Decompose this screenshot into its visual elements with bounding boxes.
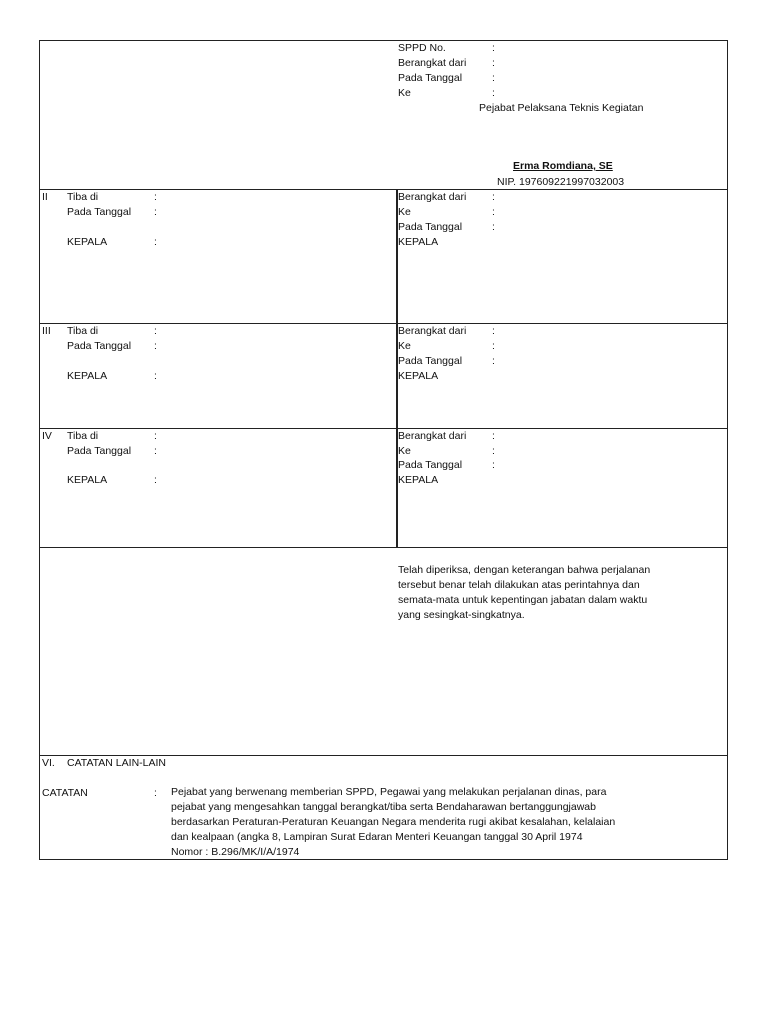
berangkat-dari-label: Berangkat dari <box>398 191 467 203</box>
pejabat-title: Pejabat Pelaksana Teknis Kegiatan <box>479 102 644 114</box>
signer-nip: NIP. 197609221997032003 <box>497 176 625 188</box>
colon: : <box>492 325 495 337</box>
catatan-line: pejabat yang mengesahkan tanggal berangkat/tiba serta Bendaharawan bertanggungjawab <box>171 801 596 813</box>
pada-tanggal-label: Pada Tanggal <box>67 340 132 352</box>
pada-tanggal-label: Pada Tanggal <box>398 221 463 233</box>
kepala-label: KEPALA <box>398 474 439 486</box>
sppd-no-label: SPPD No. <box>398 42 446 54</box>
colon: : <box>154 340 157 352</box>
frame-left-line <box>39 40 40 859</box>
signer-name: Erma Romdiana, SE <box>513 160 613 172</box>
ke-label: Ke <box>398 445 411 457</box>
colon: : <box>492 87 495 99</box>
notes-title: CATATAN LAIN-LAIN <box>67 757 166 769</box>
colon: : <box>492 191 495 203</box>
frame-right-line <box>727 40 728 859</box>
pada-tanggal-label: Pada Tanggal <box>398 355 463 367</box>
kepala-label: KEPALA <box>67 236 108 248</box>
verification-line: Telah diperiksa, dengan keterangan bahwa perjalanan <box>398 564 651 576</box>
colon: : <box>492 72 495 84</box>
tiba-di-label: Tiba di <box>67 325 99 337</box>
colon: : <box>492 221 495 233</box>
section-number: IV <box>42 430 52 442</box>
ke-label: Ke <box>398 340 411 352</box>
colon: : <box>154 325 157 337</box>
colon: : <box>492 206 495 218</box>
pada-tanggal-label: Pada Tanggal <box>67 206 132 218</box>
colon: : <box>154 445 157 457</box>
kepala-label: KEPALA <box>398 236 439 248</box>
colon: : <box>154 430 157 442</box>
catatan-label: CATATAN <box>42 787 88 799</box>
colon: : <box>492 57 495 69</box>
colon: : <box>492 459 495 471</box>
colon: : <box>154 236 157 248</box>
berangkat-dari-label: Berangkat dari <box>398 57 467 69</box>
tiba-di-label: Tiba di <box>67 430 99 442</box>
divider-section-6 <box>39 755 728 756</box>
kepala-label: KEPALA <box>67 474 108 486</box>
section-number: II <box>42 191 48 203</box>
divider-section-5 <box>39 547 728 548</box>
colon: : <box>154 474 157 486</box>
verification-line: semata-mata untuk kepentingan jabatan dalam waktu <box>398 594 648 606</box>
divider-section-4 <box>39 428 728 429</box>
colon: : <box>492 445 495 457</box>
pada-tanggal-label: Pada Tanggal <box>398 72 463 84</box>
ke-label: Ke <box>398 87 411 99</box>
frame-bottom-line <box>39 859 728 860</box>
berangkat-dari-label: Berangkat dari <box>398 325 467 337</box>
divider-section-2 <box>39 189 728 190</box>
section-number: III <box>42 325 51 337</box>
catatan-line: Pejabat yang berwenang memberian SPPD, Pegawai yang melakukan perjalanan dinas, para <box>171 786 607 798</box>
berangkat-dari-label: Berangkat dari <box>398 430 467 442</box>
colon: : <box>154 206 157 218</box>
pada-tanggal-label: Pada Tanggal <box>67 445 132 457</box>
section-number: VI. <box>42 757 55 769</box>
frame-top-line <box>39 40 728 41</box>
kepala-label: KEPALA <box>67 370 108 382</box>
colon: : <box>492 340 495 352</box>
kepala-label: KEPALA <box>398 370 439 382</box>
divider-section-3 <box>39 323 728 324</box>
colon: : <box>154 191 157 203</box>
pada-tanggal-label: Pada Tanggal <box>398 459 463 471</box>
colon: : <box>492 355 495 367</box>
verification-line: tersebut benar telah dilakukan atas perintahnya dan <box>398 579 640 591</box>
ke-label: Ke <box>398 206 411 218</box>
catatan-line: dan kealpaan (angka 8, Lampiran Surat Edaran Menteri Keuangan tanggal 30 April 1974 <box>171 831 583 843</box>
colon: : <box>154 370 157 382</box>
tiba-di-label: Tiba di <box>67 191 99 203</box>
catatan-line: berdasarkan Peraturan-Peraturan Keuangan Negara menderita rugi akibat kesalahan, kelalaian <box>171 816 616 828</box>
colon: : <box>492 430 495 442</box>
colon: : <box>492 42 495 54</box>
verification-line: yang sesingkat-singkatnya. <box>398 609 525 621</box>
colon: : <box>154 787 157 799</box>
catatan-line: Nomor : B.296/MK/I/A/1974 <box>171 846 300 858</box>
